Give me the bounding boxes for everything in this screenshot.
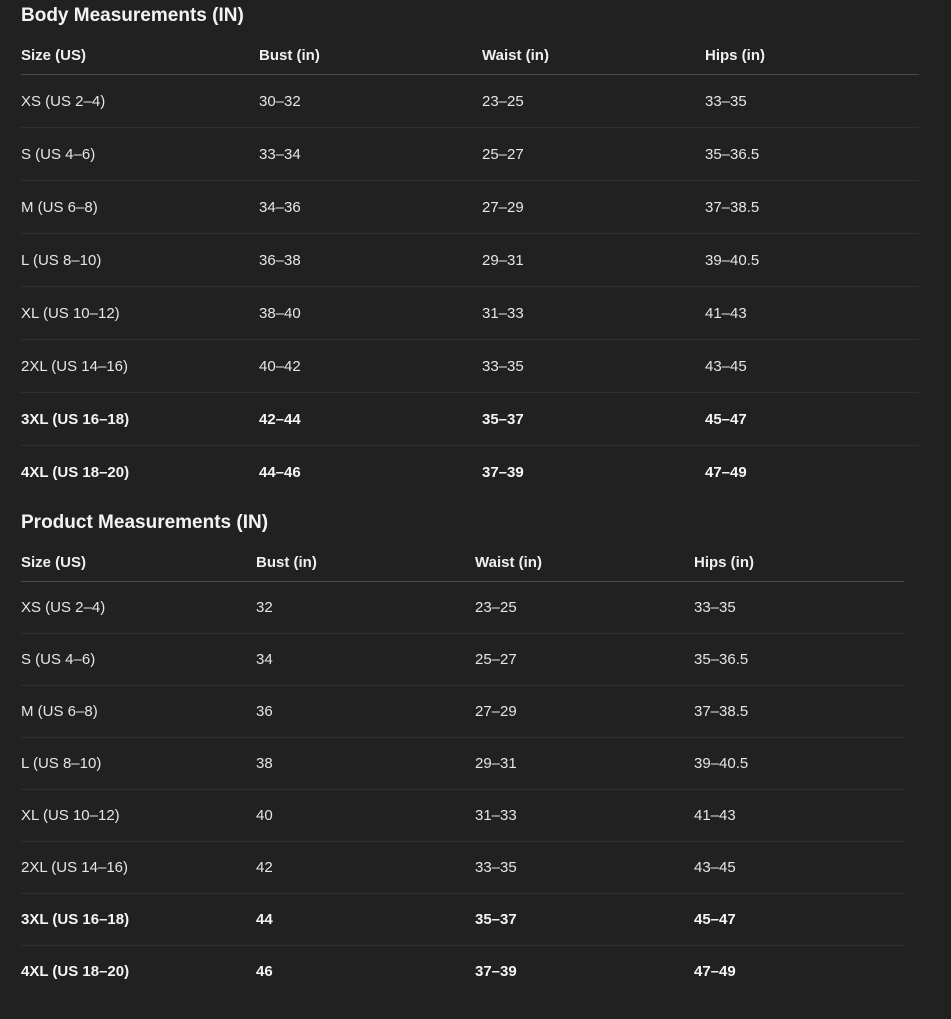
cell-bust: 44–46 bbox=[259, 463, 301, 481]
cell-size: 3XL (US 16–18) bbox=[21, 393, 259, 446]
cell-bust: 40–42 bbox=[259, 340, 482, 393]
cell-size: 2XL (US 14–16) bbox=[21, 340, 259, 393]
cell-bust: 32 bbox=[256, 582, 475, 634]
table-row bbox=[21, 634, 904, 686]
cell-waist: 23–25 bbox=[482, 75, 705, 128]
cell-waist: 33–35 bbox=[482, 340, 705, 393]
cell-hips: 41–43 bbox=[705, 287, 919, 340]
cell-waist: 37–39 bbox=[482, 463, 524, 481]
table-header-row bbox=[21, 36, 919, 75]
column-header-waist: Waist (in) bbox=[482, 36, 705, 75]
cell-size: S (US 4–6) bbox=[21, 128, 259, 181]
cell-bust: 34 bbox=[256, 634, 475, 686]
cell-size: S (US 4–6) bbox=[21, 634, 256, 686]
cell-waist: 37–39 bbox=[475, 963, 517, 980]
table-header-row bbox=[21, 543, 904, 582]
table-row bbox=[21, 790, 904, 842]
body-measurements-table bbox=[21, 36, 919, 498]
cell-waist: 27–29 bbox=[482, 181, 705, 234]
table-row bbox=[21, 340, 919, 393]
cell-hips: 37–38.5 bbox=[694, 686, 904, 738]
cell-hips: 45–47 bbox=[705, 393, 919, 446]
table-row bbox=[21, 234, 919, 287]
cell-hips: 33–35 bbox=[694, 582, 904, 634]
cell-bust: 42–44 bbox=[259, 393, 482, 446]
table-row bbox=[21, 582, 904, 634]
cell-bust: 46 bbox=[256, 963, 273, 980]
table-row bbox=[21, 393, 919, 446]
column-header-bust: Bust (in) bbox=[256, 543, 475, 582]
cell-hips: 43–45 bbox=[705, 340, 919, 393]
product-measurements-title: Product Measurements (IN) bbox=[21, 512, 269, 533]
cell-bust: 38–40 bbox=[259, 287, 482, 340]
table-row bbox=[21, 894, 904, 946]
cell-hips: 43–45 bbox=[694, 842, 904, 894]
cell-size: 3XL (US 16–18) bbox=[21, 894, 256, 946]
table-row bbox=[21, 75, 919, 128]
cell-waist: 35–37 bbox=[475, 894, 694, 946]
cell-hips: 41–43 bbox=[694, 790, 904, 842]
cell-size: M (US 6–8) bbox=[21, 686, 256, 738]
cell-bust: 33–34 bbox=[259, 128, 482, 181]
cell-bust: 34–36 bbox=[259, 181, 482, 234]
cell-hips: 39–40.5 bbox=[694, 738, 904, 790]
cell-size: XS (US 2–4) bbox=[21, 582, 256, 634]
cell-waist: 27–29 bbox=[475, 686, 694, 738]
cell-size: XL (US 10–12) bbox=[21, 287, 259, 340]
cell-bust: 30–32 bbox=[259, 75, 482, 128]
table-row bbox=[21, 946, 904, 998]
cell-waist: 25–27 bbox=[475, 634, 694, 686]
cell-size: L (US 8–10) bbox=[21, 234, 259, 287]
table-row bbox=[21, 686, 904, 738]
cell-size: M (US 6–8) bbox=[21, 181, 259, 234]
cell-bust: 42 bbox=[256, 842, 475, 894]
column-header-bust: Bust (in) bbox=[259, 36, 482, 75]
cell-waist: 35–37 bbox=[482, 393, 705, 446]
cell-hips: 39–40.5 bbox=[705, 234, 919, 287]
cell-waist: 29–31 bbox=[482, 234, 705, 287]
column-header-waist: Waist (in) bbox=[475, 543, 694, 582]
table-row bbox=[21, 287, 919, 340]
cell-waist: 31–33 bbox=[482, 287, 705, 340]
product-measurements-table bbox=[21, 543, 904, 997]
table-row bbox=[21, 128, 919, 181]
cell-hips: 47–49 bbox=[694, 963, 736, 980]
table-row bbox=[21, 842, 904, 894]
column-header-hips: Hips (in) bbox=[694, 543, 904, 582]
cell-size: XL (US 10–12) bbox=[21, 790, 256, 842]
cell-size: 4XL (US 18–20) bbox=[21, 963, 130, 980]
column-header-hips: Hips (in) bbox=[705, 36, 919, 75]
cell-size: 4XL (US 18–20) bbox=[21, 463, 130, 481]
column-header-size: Size (US) bbox=[21, 36, 259, 75]
cell-bust: 38 bbox=[256, 738, 475, 790]
cell-bust: 44 bbox=[256, 894, 475, 946]
cell-size: L (US 8–10) bbox=[21, 738, 256, 790]
cell-bust: 40 bbox=[256, 790, 475, 842]
cell-bust: 36–38 bbox=[259, 234, 482, 287]
cell-waist: 23–25 bbox=[475, 582, 694, 634]
cell-hips: 47–49 bbox=[705, 463, 747, 481]
table-row bbox=[21, 181, 919, 234]
cell-waist: 33–35 bbox=[475, 842, 694, 894]
body-measurements-title: Body Measurements (IN) bbox=[21, 5, 244, 26]
cell-hips: 35–36.5 bbox=[694, 634, 904, 686]
cell-waist: 25–27 bbox=[482, 128, 705, 181]
table-row bbox=[21, 446, 919, 499]
cell-size: XS (US 2–4) bbox=[21, 75, 259, 128]
cell-hips: 33–35 bbox=[705, 75, 919, 128]
cell-hips: 45–47 bbox=[694, 894, 904, 946]
cell-hips: 37–38.5 bbox=[705, 181, 919, 234]
cell-bust: 36 bbox=[256, 686, 475, 738]
table-row bbox=[21, 738, 904, 790]
cell-waist: 31–33 bbox=[475, 790, 694, 842]
cell-hips: 35–36.5 bbox=[705, 128, 919, 181]
cell-waist: 29–31 bbox=[475, 738, 694, 790]
cell-size: 2XL (US 14–16) bbox=[21, 842, 256, 894]
column-header-size: Size (US) bbox=[21, 543, 256, 582]
